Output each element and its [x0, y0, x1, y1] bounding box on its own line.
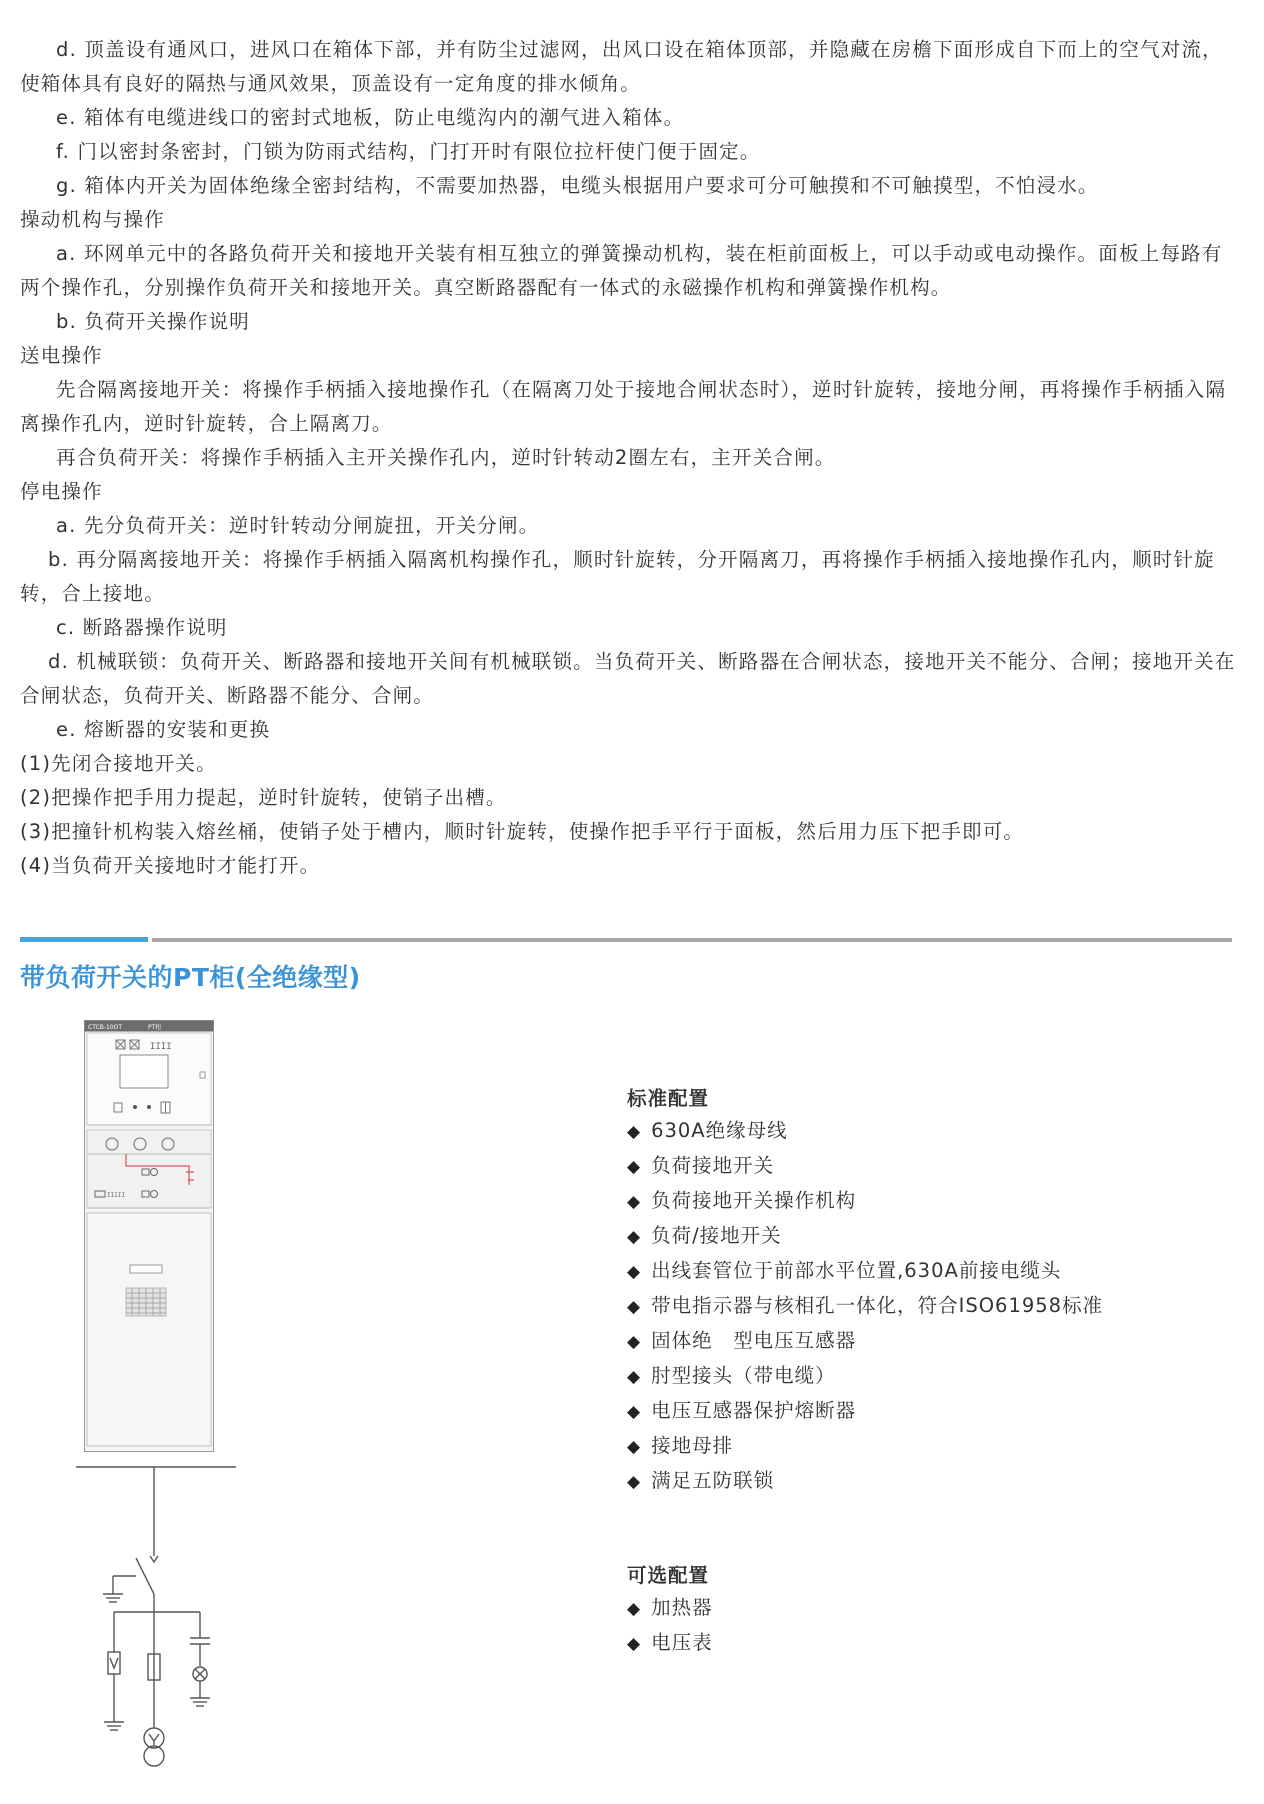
paragraph-close-load-switch: 再合负荷开关：将操作手柄插入主开关操作孔内，逆时针转动2圈左右，主开关合闸。: [56, 446, 836, 469]
paragraph-close-isolation: 先合隔离接地开关：将操作手柄插入接地操作孔（在隔离刀处于接地合闸状态时），逆时针旋转，接地分闸，再将操作手柄插入隔离操作孔内，逆时针旋转，合上隔离刀。: [20, 378, 1227, 435]
list-item: ◆ 630A绝缘母线: [627, 1114, 1103, 1149]
optional-config-heading: 可选配置: [627, 1564, 710, 1587]
paragraph-e-cable-floor: e. 箱体有电缆进线口的密封式地板，防止电缆沟内的潮气进入箱体。: [56, 106, 685, 129]
list-item-fuse-step-3: (3)把撞针机构装入熔丝桶，使销子处于槽内，顺时针旋转，使操作把手平行于面板，然后用力压下把手即可。: [20, 820, 1025, 843]
paragraph-d-ventilation: d. 顶盖设有通风口，进风口在箱体下部，并有防尘过滤网，出风口设在箱体顶部，并隐藏在房檐下面形成自下而上的空气对流，使箱体具有良好的隔热与通风效果，顶盖设有一定角度的排水倾角。: [20, 38, 1223, 95]
list-item: ◆ 负荷/接地开关: [627, 1219, 1103, 1254]
list-item-fuse-step-4: (4)当负荷开关接地时才能打开。: [20, 854, 321, 877]
section-divider: [152, 938, 1232, 942]
list-item: ◆ 电压表: [627, 1626, 713, 1661]
paragraph-a-open-load-switch: a. 先分负荷开关：逆时针转动分闸旋扭，开关分闸。: [56, 514, 540, 537]
paragraph-g-solid-insulation: g. 箱体内开关为固体绝缘全密封结构，不需要加热器，电缆头根据用户要求可分可触摸和不可触摸型，不怕浸水。: [56, 174, 1099, 197]
heading-operating-mechanism: 操动机构与操作: [20, 208, 165, 231]
cabinet-gauge-marks: IIII: [150, 1042, 172, 1052]
cabinet-type-label: PT柜: [148, 1024, 162, 1031]
standard-config-list: [627, 1114, 1103, 1499]
paragraph-c-breaker: c. 断路器操作说明: [56, 616, 228, 639]
optional-config-list: [627, 1591, 713, 1661]
list-item: ◆ 固体绝 型电压互感器: [627, 1324, 1103, 1359]
cabinet-indicator-marks: IIIII: [107, 1192, 126, 1199]
list-item-fuse-step-1: (1)先闭合接地开关。: [20, 752, 217, 775]
list-item: ◆ 加热器: [627, 1591, 713, 1626]
list-item: ◆ 负荷接地开关: [627, 1149, 1103, 1184]
list-item-fuse-step-2: (2)把操作把手用力提起，逆时针旋转，使销子出槽。: [20, 786, 507, 809]
heading-power-off: 停电操作: [20, 480, 103, 503]
paragraph-b-open-isolation: b. 再分隔离接地开关：将操作手柄插入隔离机构操作孔，顺时针旋转，分开隔离刀，再将操作手柄插入接地操作孔内，顺时针旋 转，合上接地。: [20, 548, 1215, 605]
single-line-diagram: [70, 1462, 245, 1792]
cabinet-illustration: [84, 1020, 214, 1452]
list-item: ◆ 负荷接地开关操作机构: [627, 1184, 1103, 1219]
section-title: 带负荷开关的PT柜(全绝缘型): [20, 963, 361, 992]
list-item: ◆ 满足五防联锁: [627, 1464, 1103, 1499]
section-accent-bar: [20, 937, 148, 942]
list-item: ◆ 肘型接头（带电缆）: [627, 1359, 1103, 1394]
heading-power-on: 送电操作: [20, 344, 103, 367]
paragraph-e-fuse: e. 熔断器的安装和更换: [56, 718, 271, 741]
paragraph-b-load-switch: b. 负荷开关操作说明: [56, 310, 250, 333]
paragraph-a-spring-mechanism: a. 环网单元中的各路负荷开关和接地开关装有相互独立的弹簧操动机构，装在柜前面板上，可以手动或电动操作。面板上每路有两个操作孔，分别操作负荷开关和接地开关。真空断路器配有一体式的永磁操作机构和弹簧操作机构。: [20, 242, 1223, 299]
paragraph-d-interlock: d. 机械联锁：负荷开关、断路器和接地开关间有机械联锁。当负荷开关、断路器在合闸状态，接地开关不能分、合闸；接地开关在合闸状态，负荷开关、断路器不能分、合闸。: [20, 650, 1236, 707]
list-item: ◆ 出线套管位于前部水平位置,630A前接电缆头: [627, 1254, 1103, 1289]
standard-config-heading: 标准配置: [627, 1087, 710, 1110]
list-item: ◆ 带电指示器与核相孔一体化，符合ISO61958标准: [627, 1289, 1103, 1324]
paragraph-f-door-seal: f. 门以密封条密封，门锁为防雨式结构，门打开时有限位拉杆使门便于固定。: [56, 140, 761, 163]
list-item: ◆ 接地母排: [627, 1429, 1103, 1464]
list-item: ◆ 电压互感器保护熔断器: [627, 1394, 1103, 1429]
cabinet-model-label: CTCB-10OT: [88, 1024, 122, 1031]
